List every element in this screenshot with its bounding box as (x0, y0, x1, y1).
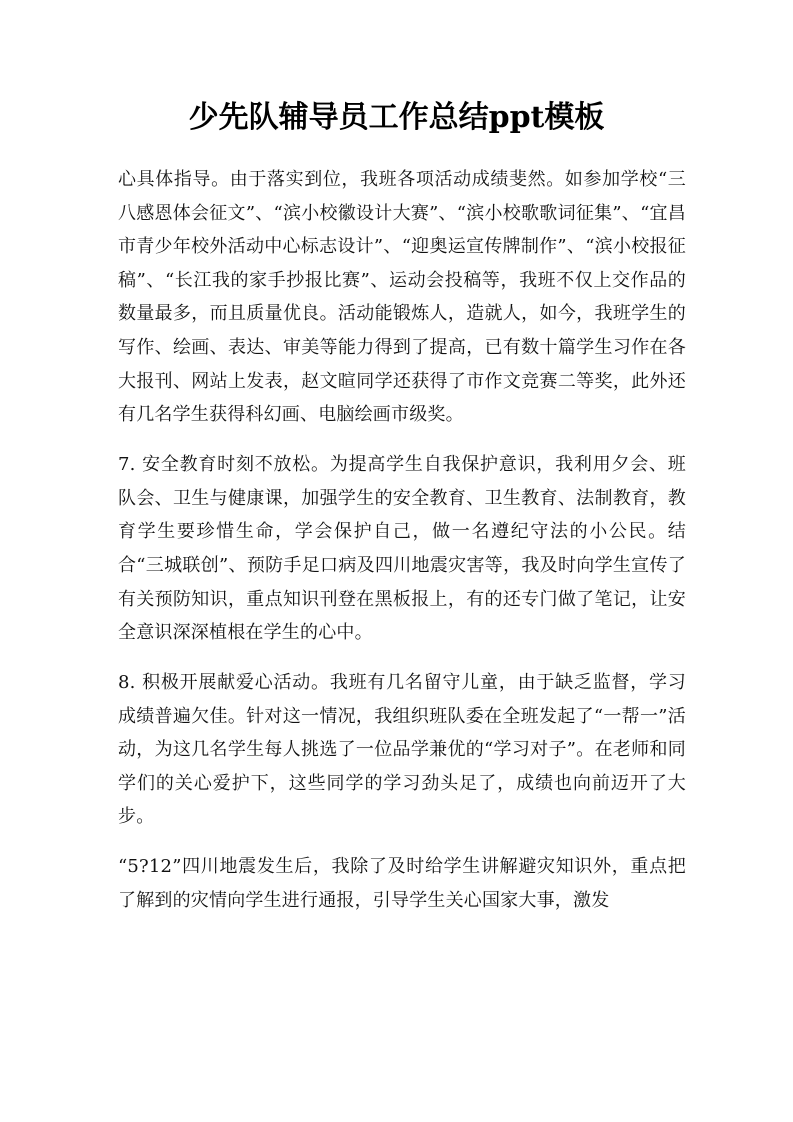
paragraph: 7. 安全教育时刻不放松。为提高学生自我保护意识，我利用夕会、班队会、卫生与健康课，加强学生的安全教育、卫生教育、法制教育，教育学生要珍惜生命，学会保护自己，做一名遵纪守法的小公民。结合“三城联创”、预防手足口病及四川地震灾害等，我及时向学生宣传了有关预防知识，重点知识刊登在黑板报上，有的还专门做了笔记，让安全意识深深植根在学生的心中。 (118, 454, 686, 644)
document-body (118, 163, 686, 934)
paragraph: 心具体指导。由于落实到位，我班各项活动成绩斐然。如参加学校“三八感恩体会征文”、“滨小校徽设计大赛”、“滨小校歌歌词征集”、“宜昌市青少年校外活动中心标志设计”、“迎奥运宣传牌制作”、“滨小校报征稿”、“长江我的家手抄报比赛”、运动会投稿等，我班不仅上交作品的数量最多，而且质量优良。活动能锻炼人，造就人，如今，我班学生的写作、绘画、表达、审美等能力得到了提高，已有数十篇学生习作在各大报刊、网站上发表，赵文暄同学还获得了市作文竞赛二等奖，此外还有几名学生获得科幻画、电脑绘画市级奖。 (118, 169, 686, 426)
paragraph: “5?12”四川地震发生后，我除了及时给学生讲解避灾知识外，重点把了解到的灾情向学生进行通报，引导学生关心国家大事，激发 (118, 856, 686, 912)
page-title: 少先队辅导员工作总结ppt模板 (188, 100, 605, 135)
paragraph: 8. 积极开展献爱心活动。我班有几名留守儿童，由于缺乏监督，学习成绩普遍欠佳。针对这一情况，我组织班队委在全班发起了“一帮一”活动，为这几名学生每人挑选了一位品学兼优的“学习对子”。在老师和同学们的关心爱护下，这些同学的学习劲头足了，成绩也向前迈开了大步。 (118, 672, 686, 828)
